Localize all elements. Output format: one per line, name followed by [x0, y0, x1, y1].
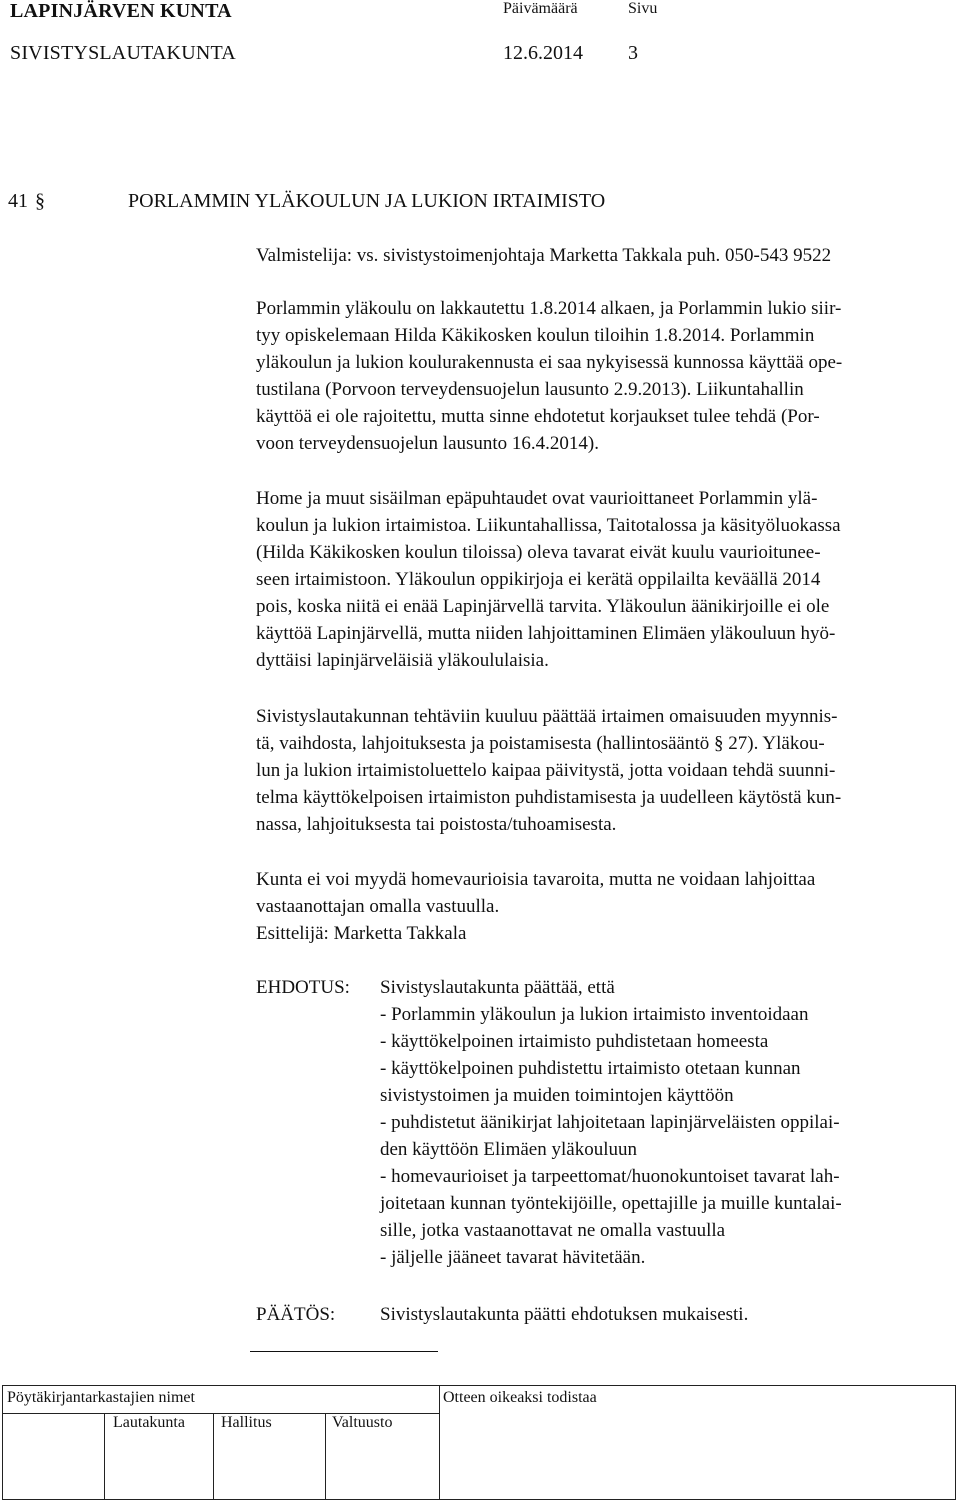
footer-cell-divider: [325, 1413, 326, 1499]
text-line: tyy opiskelemaan Hilda Käkikosken koulun tiloihin 1.8.2014. Porlammin: [256, 325, 815, 346]
list-item: - Porlammin yläkoulun ja lukion irtaimisto inventoidaan: [380, 1004, 809, 1025]
paragraph-2: [256, 485, 841, 674]
proposal-list: [380, 1001, 842, 1271]
section-number: 41: [8, 190, 28, 212]
certified-label: Otteen oikeaksi todistaa: [443, 1389, 597, 1406]
footer-cell-board: Lautakunta: [113, 1414, 185, 1431]
footer-table: [2, 1385, 956, 1500]
list-item: - käyttökelpoinen puhdistettu irtaimisto otetaan kunnan: [380, 1058, 801, 1079]
reviewers-label: Pöytäkirjantarkastajien nimet: [7, 1389, 195, 1406]
footer-cell-divider: [104, 1413, 105, 1499]
text-line: vastaanottajan omalla vastuulla.: [256, 896, 500, 917]
list-item: - jäljelle jääneet tavarat hävitetään.: [380, 1247, 646, 1268]
text-line: Kunta ei voi myydä homevaurioisia tavaroita, mutta ne voidaan lahjoittaa: [256, 869, 816, 890]
footer-cell-government: Hallitus: [221, 1414, 272, 1431]
proposal-intro: Sivistyslautakunta päättää, että: [380, 977, 615, 998]
text-line: koulun ja lukion irtaimistoa. Liikuntahallissa, Taitotalossa ja käsityöluokassa: [256, 515, 841, 536]
paragraph-3: [256, 703, 841, 838]
section-title: PORLAMMIN YLÄKOULUN JA LUKION IRTAIMISTO: [128, 190, 606, 212]
text-line: käyttöä ei ole rajoitettu, mutta sinne ehdotetut korjaukset tulee tehdä (Por-: [256, 406, 820, 427]
footer-cell-divider: [213, 1413, 214, 1499]
list-item: - homevaurioiset ja tarpeettomat/huonokuntoiset tavarat lah-: [380, 1166, 840, 1187]
text-line: pois, koska niitä ei enää Lapinjärvellä tarvita. Yläkoulun äänikirjoille ei ole: [256, 596, 830, 617]
text-line: yläkoulun ja lukion koulurakennusta ei saa nykyisessä kunnossa käyttää ope-: [256, 352, 843, 373]
list-item: - käyttökelpoinen irtaimisto puhdistetaan homeesta: [380, 1031, 769, 1052]
signature-line: [250, 1351, 438, 1352]
page-number: 3: [628, 42, 638, 64]
text-line: käyttöä Lapinjärvellä, mutta niiden lahjoittaminen Elimäen yläkouluun hyö-: [256, 623, 836, 644]
paragraph-4: [256, 866, 815, 947]
text-line: (Hilda Käkikosken koulun tiloissa) oleva tavarat eivät kuulu vaurioitunee-: [256, 542, 821, 563]
list-item: joitetaan kunnan työntekijöille, opettajille ja muille kuntalai-: [380, 1193, 842, 1214]
decision-label: PÄÄTÖS:: [256, 1304, 336, 1325]
text-line: dyttäisi lapinjärveläisiä yläkoululaisia.: [256, 650, 549, 671]
preparer-line: Valmistelija: vs. sivistystoimenjohtaja Marketta Takkala puh. 050-543 9522: [256, 245, 832, 266]
text-line: seen irtaimistoon. Yläkoulun oppikirjoja ei kerätä oppilailta keväällä 2014: [256, 569, 821, 590]
text-line: lun ja lukion irtaimistoluettelo kaipaa päivitystä, jotta voidaan tehdä suunni-: [256, 760, 836, 781]
footer-cell-council: Valtuusto: [332, 1414, 393, 1431]
section-symbol: §: [35, 190, 45, 212]
text-line: Porlammin yläkoulu on lakkautettu 1.8.2014 alkaen, ja Porlammin lukio siir-: [256, 298, 842, 319]
date-label: Päivämäärä: [503, 0, 578, 17]
list-item: sivistystoimen ja muiden toimintojen käyttöön: [380, 1085, 734, 1106]
list-item: den käyttöön Elimäen yläkouluun: [380, 1139, 637, 1160]
text-line: Sivistyslautakunnan tehtäviin kuuluu päättää irtaimen omaisuuden myynnis-: [256, 706, 838, 727]
text-line: tustilana (Porvoon terveydensuojelun lausunto 2.9.2013). Liikuntahallin: [256, 379, 804, 400]
text-line: Home ja muut sisäilman epäpuhtaudet ovat vaurioittaneet Porlammin ylä-: [256, 488, 818, 509]
decision-text: Sivistyslautakunta päätti ehdotuksen mukaisesti.: [380, 1304, 749, 1325]
presenter-line: Esittelijä: Marketta Takkala: [256, 923, 467, 944]
page-label: Sivu: [628, 0, 658, 17]
text-line: tä, vaihdosta, lahjoituksesta ja poistamisesta (hallintosääntö § 27). Yläkou-: [256, 733, 825, 754]
list-item: - puhdistetut äänikirjat lahjoitetaan lapinjärveläisten oppilai-: [380, 1112, 840, 1133]
text-line: voon terveydensuojelun lausunto 16.4.2014).: [256, 433, 600, 454]
list-item: sille, jotka vastaanottavat ne omalla vastuulla: [380, 1220, 726, 1241]
organization-name: LAPINJÄRVEN KUNTA: [10, 0, 232, 22]
paragraph-1: [256, 295, 842, 457]
text-line: nassa, lahjoituksesta tai poistosta/tuhoamisesta.: [256, 814, 617, 835]
proposal-label: EHDOTUS:: [256, 977, 350, 998]
board-name: SIVISTYSLAUTAKUNTA: [10, 42, 236, 64]
text-line: telma käyttökelpoisen irtaimiston puhdistamisesta ja uudelleen käytöstä kun-: [256, 787, 842, 808]
document-date: 12.6.2014: [503, 42, 583, 64]
